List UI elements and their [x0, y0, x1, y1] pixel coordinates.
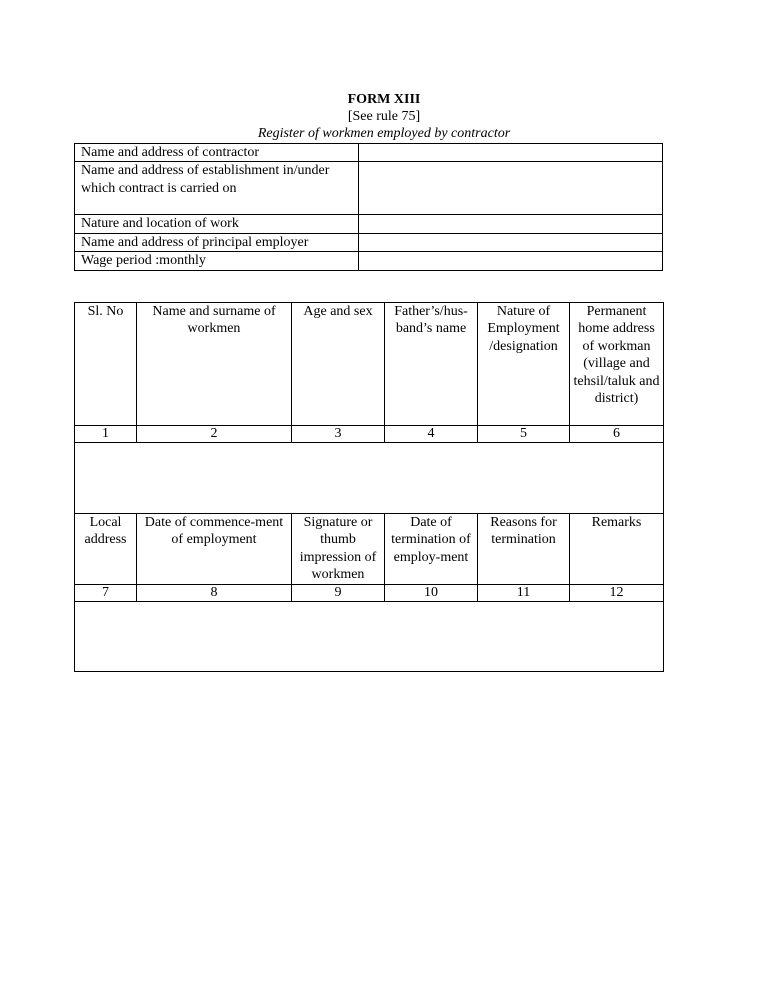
- column-number: 12: [570, 584, 664, 601]
- establishment-field[interactable]: [359, 162, 663, 215]
- contractor-info-table: [74, 143, 663, 271]
- header-nature-employment: Nature of Employment /designation: [478, 303, 570, 426]
- contractor-label: Name and address of contractor: [75, 144, 359, 162]
- register-entry-area: [75, 601, 664, 671]
- column-number: 10: [385, 584, 478, 601]
- column-number: 1: [75, 426, 137, 443]
- principal-employer-label: Name and address of principal employer: [75, 233, 359, 251]
- contractor-field[interactable]: [359, 144, 663, 162]
- column-number: 11: [478, 584, 570, 601]
- column-number: 4: [385, 426, 478, 443]
- header-date-commencement: Date of commence-ment of employment: [137, 514, 292, 585]
- column-number: 9: [292, 584, 385, 601]
- column-number: 8: [137, 584, 292, 601]
- info-row: [75, 233, 663, 251]
- register-header-row: [75, 514, 664, 585]
- wage-period-label: Wage period :monthly: [75, 252, 359, 270]
- header-remarks: Remarks: [570, 514, 664, 585]
- column-number: 5: [478, 426, 570, 443]
- nature-location-field[interactable]: [359, 215, 663, 233]
- entry-field[interactable]: [75, 601, 664, 671]
- info-row: [75, 162, 663, 215]
- header-sl-no: Sl. No: [75, 303, 137, 426]
- workmen-register-table: [74, 302, 664, 672]
- nature-location-label: Nature and location of work: [75, 215, 359, 233]
- register-header-row: [75, 303, 664, 426]
- column-number: 7: [75, 584, 137, 601]
- header-local-address: Local address: [75, 514, 137, 585]
- establishment-label: Name and address of establishment in/under which contract is carried on: [75, 162, 359, 215]
- register-number-row: [75, 584, 664, 601]
- form-rule-reference: [See rule 75]: [347, 109, 421, 124]
- info-row: [75, 144, 663, 162]
- info-row: [75, 215, 663, 233]
- header-date-termination: Date of termination of employ-ment: [385, 514, 478, 585]
- register-entry-area: [75, 443, 664, 514]
- column-number: 6: [570, 426, 664, 443]
- form-subtitle: Register of workmen employed by contractor: [257, 126, 511, 141]
- form-title: FORM XIII: [347, 92, 421, 107]
- column-number: 3: [292, 426, 385, 443]
- header-reasons-termination: Reasons for termination: [478, 514, 570, 585]
- header-signature-thumb: Signature or thumb impression of workmen: [292, 514, 385, 585]
- entry-field[interactable]: [75, 443, 664, 514]
- header-permanent-address: Permanent home address of workman (village and tehsil/taluk and district): [570, 303, 664, 426]
- header-age-sex: Age and sex: [292, 303, 385, 426]
- register-number-row: [75, 426, 664, 443]
- header-name-surname: Name and surname of workmen: [137, 303, 292, 426]
- column-number: 2: [137, 426, 292, 443]
- header-father-husband-name: Father’s/hus-band’s name: [385, 303, 478, 426]
- wage-period-field[interactable]: [359, 252, 663, 270]
- info-row: [75, 252, 663, 270]
- principal-employer-field[interactable]: [359, 233, 663, 251]
